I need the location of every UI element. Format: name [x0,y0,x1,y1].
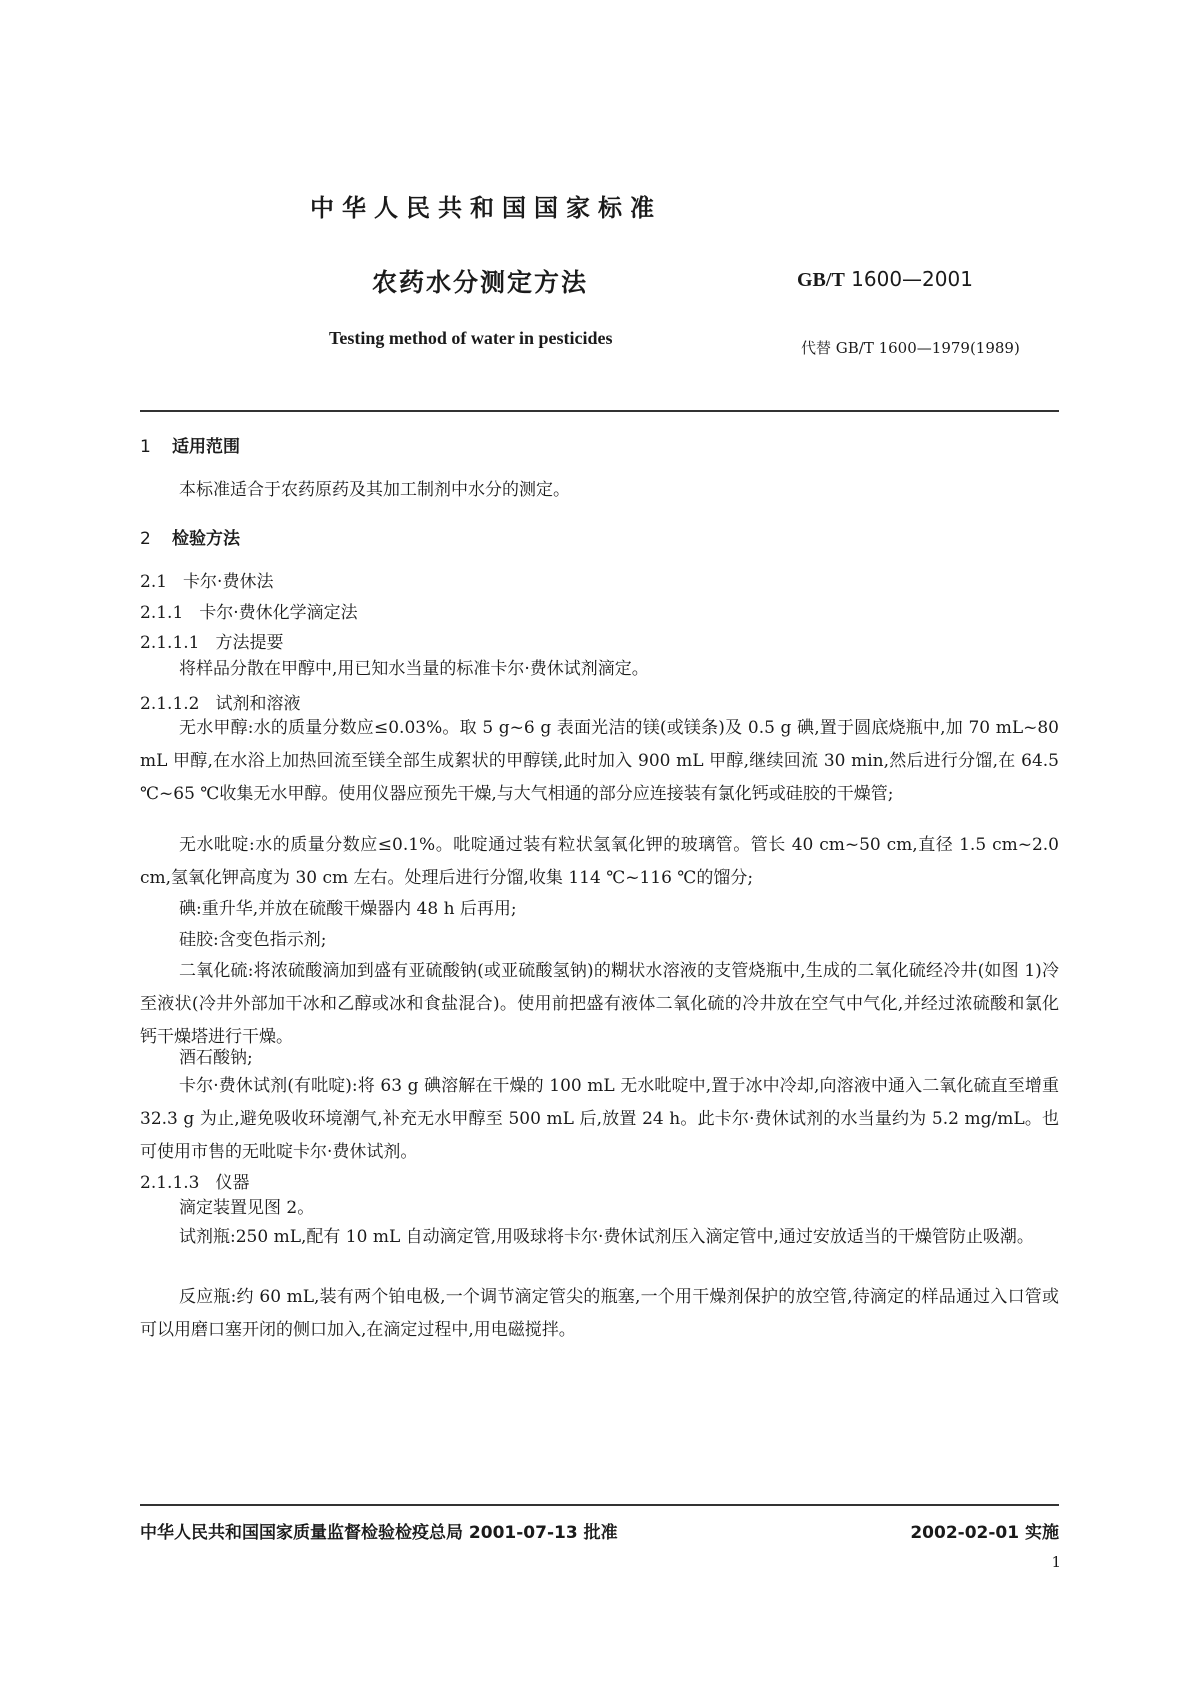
section-number: 2.1.1.3 [140,1173,200,1193]
section-title: 卡尔·费休法 [183,572,274,592]
method-summary-text: 将样品分散在甲醇中,用已知水当量的标准卡尔·费休试剂滴定。 [179,659,649,679]
reagent-sodium-tartrate: 酒石酸钠; [179,1048,253,1068]
approval-line: 中华人民共和国国家质量监督检验检疫总局 2001-07-13 批准 [140,1523,618,1543]
section-number: 2.1 [140,572,168,592]
apparatus-reagent-bottle: 试剂瓶:250 mL,配有 10 mL 自动滴定管,用吸球将卡尔·费休试剂压入滴定管中,通过安放适当的干燥管防止吸潮。 [179,1227,1034,1247]
section-2-1-1-1-heading [140,628,283,653]
section-number: 2.1.1.2 [140,694,200,714]
section-number: 2.1.1.1 [140,633,200,653]
national-standard-title: 中华人民共和国国家标准 [310,194,662,222]
section-title: 卡尔·费休化学滴定法 [199,603,358,623]
reagent-sulfur-dioxide: 二氧化硫:将浓硫酸滴加到盛有亚硫酸钠(或亚硫酸氢钠)的糊状水溶液的支管烧瓶中,生成的二氧化硫经冷井(如图 1)冷至液状(冷井外部加干冰和乙醇或冰和食盐混合)。使用前把盛有液体二氧化硫的冷井放在空气中气化,并经过浓硫酸和氯化钙干燥塔进行干燥。 [140,961,1059,1047]
section-2-heading [140,524,240,549]
implementation-date: 2002-02-01 实施 [910,1523,1059,1543]
replaces-note: 代替 GB/T 1600—1979(1989) [801,339,1020,357]
section-title: 检验方法 [172,529,240,549]
standard-title: 农药水分测定方法 [372,268,589,297]
section-number: 2.1.1 [140,603,184,623]
section-title: 方法提要 [215,633,284,653]
section-title: 试剂和溶液 [215,694,301,714]
section-1-heading [140,432,240,457]
page-number: 1 [1051,1553,1061,1571]
header-divider [140,410,1059,412]
section-1-text: 本标准适合于农药原药及其加工制剂中水分的测定。 [179,480,570,500]
reagent-pyridine: 无水吡啶:水的质量分数应≤0.1%。吡啶通过装有粒状氢氧化钾的玻璃管。管长 40 cm~50 cm,直径 1.5 cm~2.0 cm,氢氧化钾高度为 30 cm 左右。处理后进行分馏,收集 114 ℃~116 ℃的馏分; [140,835,1059,888]
reagent-iodine: 碘:重升华,并放在硫酸干燥器内 48 h 后再用; [179,899,517,919]
standard-number [797,267,973,292]
english-title: Testing method of water in pesticides [329,328,613,348]
section-title: 适用范围 [172,437,240,457]
reagent-silica-gel: 硅胶:含变色指示剂; [179,930,327,950]
apparatus-setup: 滴定装置见图 2。 [179,1198,315,1218]
footer-divider [140,1504,1059,1506]
reagent-karl-fischer: 卡尔·费休试剂(有吡啶):将 63 g 碘溶解在干燥的 100 mL 无水吡啶中,置于冰中冷却,向溶液中通入二氧化硫直至增重 32.3 g 为止,避免吸收环境潮气,补充无水甲醇至 500 mL 后,放置 24 h。此卡尔·费休试剂的水当量约为 5.2 mg/mL。也可使用市售的无吡啶卡尔·费休试剂。 [140,1076,1059,1162]
section-number: 1 [140,437,151,457]
apparatus-reaction-flask: 反应瓶:约 60 mL,装有两个铂电极,一个调节滴定管尖的瓶塞,一个用干燥剂保护的放空管,待滴定的样品通过入口管或可以用磨口塞开闭的侧口加入,在滴定过程中,用电磁搅拌。 [140,1287,1059,1340]
section-title: 仪器 [215,1173,250,1193]
reagent-methanol: 无水甲醇:水的质量分数应≤0.03%。取 5 g~6 g 表面光洁的镁(或镁条)及 0.5 g 碘,置于圆底烧瓶中,加 70 mL~80 mL 甲醇,在水浴上加热回流至镁全部生成絮状的甲醇镁,此时加入 900 mL 甲醇,继续回流 30 min,然后进行分馏,在 64.5 ℃~65 ℃收集无水甲醇。使用仪器应预先干燥,与大气相通的部分应连接装有氯化钙或硅胶的干燥管; [140,718,1059,804]
section-number: 2 [140,529,151,549]
standard-number-value: 1600—2001 [844,267,973,291]
section-2-1-1-heading [140,598,358,623]
section-2-1-heading [140,567,273,592]
standard-number-prefix: GB/T [797,269,845,291]
section-2-1-1-2-heading [140,689,300,714]
section-2-1-1-3-heading [140,1168,249,1193]
